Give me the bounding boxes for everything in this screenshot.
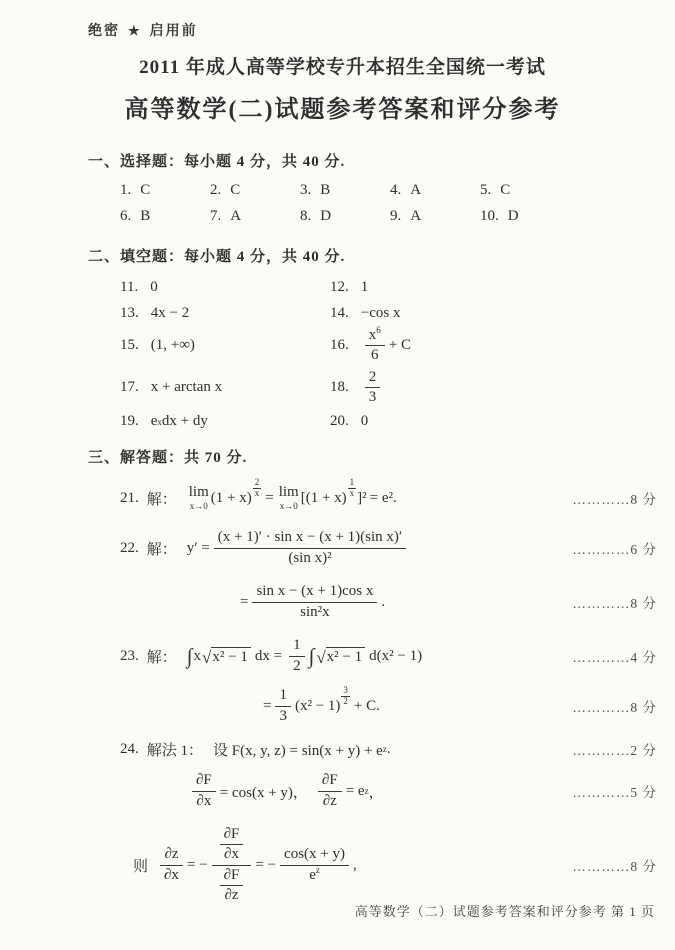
score-annotation: …………8 分 (572, 859, 657, 874)
blank-row-15-16 (120, 327, 657, 365)
score-annotation: …………4 分 (572, 650, 657, 665)
blank-row-17-18 (120, 369, 657, 407)
solve-label: 解： (146, 541, 177, 558)
score-annotation: …………6 分 (572, 542, 657, 557)
choice-answer-2 (210, 182, 300, 199)
score-annotation: …………5 分 (572, 785, 657, 800)
expression: 设 F(x, y, z) = sin(x + y) + e (213, 742, 383, 759)
fraction (275, 687, 291, 725)
exponent-fraction (341, 686, 350, 707)
problem-24-math-3 (133, 826, 572, 904)
blank-item-15 (120, 337, 330, 354)
fraction-numerator: ∂F (220, 867, 244, 886)
expression-tail: dx + dy (161, 413, 208, 429)
exponent-fraction (253, 478, 262, 499)
fraction-numerator: ∂F (318, 772, 342, 791)
radical-sign: √ (316, 647, 326, 667)
item-answer: (1, +∞) (150, 337, 195, 354)
fraction-numerator: ∂F (192, 772, 216, 791)
problem-23-line-2 (263, 683, 657, 729)
answer-letter: A (410, 182, 422, 198)
equals-minus: = − (255, 856, 277, 873)
integral-sign: ∫ (186, 643, 193, 668)
fraction-denominator: ∂x (164, 866, 179, 883)
fraction (289, 637, 305, 675)
answer-number: 8. (300, 208, 312, 224)
item-answer: −cos x (360, 305, 401, 321)
item-number: 18. (330, 378, 349, 395)
blank-item-17 (120, 379, 330, 396)
problem-24-math-2: $\frac{\partial F}{\partial x}$ = cos(x + y)， $\frac{\partial F}{\partial z}$ = e z ， (188, 772, 572, 810)
answer-letter: C (500, 182, 511, 198)
problem-number: 24. (120, 740, 139, 757)
problem-24-line-1 (120, 737, 657, 761)
problem-23-math-1 (120, 637, 572, 675)
fraction-numerator (212, 826, 252, 866)
exam-title: 2011 年成人高等学校专升本招生全国统一考试 (139, 57, 546, 78)
item-number: 13. (120, 305, 139, 321)
blank-item-20 (330, 413, 368, 430)
blank-row-19-20 (120, 413, 657, 430)
lhs: y′ = (186, 539, 210, 556)
score-annotation: …………8 分 (572, 492, 657, 507)
problem-22-math-1 (120, 529, 572, 567)
exp-den: x (349, 487, 355, 498)
choice-answer-3 (300, 182, 390, 199)
answer-number: 6. (120, 208, 132, 224)
exponent: 6 (376, 325, 381, 335)
expression: (x² − 1) (294, 697, 341, 714)
comma: ， (368, 784, 384, 801)
fraction (214, 529, 406, 567)
fraction-denominator: 3 (368, 388, 377, 405)
equals: = (240, 593, 249, 610)
problem-22-line-1 (120, 523, 657, 573)
problem-24-line-2 (188, 767, 657, 815)
item-answer: 4x − 2 (150, 305, 190, 321)
answer-number: 5. (480, 182, 492, 198)
section-blank-heading: 二、填空题：每小题 4 分，共 40 分. (88, 249, 346, 265)
fraction-denominator: 3 (279, 707, 287, 724)
blank-item-18 (330, 369, 384, 407)
radical-sign: √ (202, 647, 212, 667)
exp-num: 3 (343, 684, 348, 695)
answer-letter: C (230, 182, 241, 198)
item-answer: x + arctan x (150, 378, 223, 395)
choice-answer-10 (480, 208, 570, 225)
then-label: 则 (133, 858, 149, 875)
item-answer: 0 (360, 413, 369, 429)
blank-item-14 (330, 305, 400, 322)
exp-num: 1 (349, 476, 355, 487)
differential: d(x² − 1) (369, 647, 423, 664)
answer-letter: D (507, 208, 519, 224)
partial-fraction (220, 867, 244, 905)
paper-title: 高等数学(二)试题参考答案和评分参考 (124, 97, 561, 123)
blank-item-13 (120, 305, 330, 322)
expression-tail: + C. (353, 697, 380, 714)
item-number: 12. (330, 279, 349, 295)
fraction-numerator: ∂F (220, 826, 244, 845)
preuse-label: 启用前 (149, 24, 198, 39)
score-annotation: …………8 分 (572, 596, 657, 611)
e-base: e (309, 866, 316, 883)
lim-word: lim (278, 484, 299, 500)
problem-number: 22. (120, 539, 139, 556)
answer-number: 10. (480, 208, 499, 224)
blank-item-19 (120, 413, 330, 430)
square-root (316, 647, 365, 666)
item-answer: e x dx + dy (150, 413, 208, 429)
choice-answer-4 (390, 182, 480, 199)
partial-fraction (318, 772, 342, 810)
choice-answer-7 (210, 208, 300, 225)
answer-number: 9. (390, 208, 402, 224)
answer-number: 4. (390, 182, 402, 198)
problem-21-math (120, 476, 572, 511)
score-annotation: …………8 分 (572, 700, 657, 715)
problem-21-line (120, 477, 657, 519)
lim-subscript: x→0 (189, 501, 208, 511)
problem-number: 23. (120, 647, 139, 664)
expression-tail: + C (388, 337, 411, 354)
integral-sign: ∫ (308, 643, 315, 668)
choice-answers-row-2 (120, 208, 657, 225)
choice-answer-9 (390, 208, 480, 225)
period: . (386, 740, 391, 757)
bracket-close: ]² (357, 489, 367, 506)
result: = e². (369, 489, 397, 506)
comma: , (353, 856, 357, 873)
equals: = (265, 489, 274, 506)
item-number: 14. (330, 305, 349, 321)
expression: (1 + x) (210, 489, 252, 506)
partial-fraction (192, 772, 216, 810)
answer-number: 2. (210, 182, 222, 198)
equals-minus: = − (186, 856, 208, 873)
period: . (381, 593, 386, 610)
expression: = cos(x + y)， (219, 784, 308, 801)
partial-fraction (160, 846, 183, 884)
item-answer (361, 369, 385, 407)
e-base: e (150, 413, 158, 429)
blank-row-11-12 (120, 279, 657, 296)
fraction-denominator: (sin x)² (288, 549, 332, 566)
exp-num: 2 (254, 476, 260, 487)
fraction-denominator: 6 (371, 347, 379, 364)
item-number: 19. (120, 413, 139, 429)
expression: = e (345, 782, 365, 799)
item-number: 17. (120, 378, 139, 395)
square-root (202, 647, 251, 666)
item-number: 20. (330, 413, 349, 429)
blank-item-12 (330, 279, 368, 296)
answer-letter: B (320, 182, 331, 198)
item-number: 15. (120, 337, 139, 354)
choice-answer-6 (120, 208, 210, 225)
fraction (365, 327, 385, 365)
solve-label: 解： (146, 649, 177, 666)
partial-fraction (220, 826, 244, 864)
variable: x (193, 647, 202, 664)
fraction-numerator: 1 (289, 637, 305, 656)
solve-label: 解： (146, 491, 177, 508)
problem-24-math-1: 24. 解法 1： 设 F(x, y, z) = sin(x + y) + e z . (120, 740, 391, 759)
answer-letter: A (410, 208, 422, 224)
answer-letter: D (320, 208, 332, 224)
secrecy-label: 绝密 (88, 24, 120, 39)
score-annotation: …………2 分 (572, 743, 657, 758)
fraction-numerator (365, 327, 385, 346)
answer-number: 1. (120, 182, 132, 198)
answer-letter: B (140, 208, 151, 224)
star-icon: ★ (128, 23, 142, 38)
answer-number: 3. (300, 182, 312, 198)
exp-den: x (254, 487, 260, 498)
problem-23-line-1 (120, 633, 657, 679)
problem-22-math-2 (240, 583, 572, 621)
fraction-denominator: ∂x (196, 792, 212, 809)
radicand: x² − 1 (326, 647, 365, 666)
exponent: z (315, 864, 320, 875)
answer-letter: C (140, 182, 151, 198)
nested-fraction (212, 826, 252, 904)
fraction-numerator: (x + 1)′ · sin x − (x + 1)(sin x)′ (214, 529, 406, 548)
choice-answer-8 (300, 208, 390, 225)
item-number: 16. (330, 337, 349, 354)
problem-23-math-2 (263, 684, 572, 725)
problem-24-line-3 (133, 823, 657, 907)
choice-answer-1 (120, 182, 210, 199)
choice-answer-5 (480, 182, 570, 199)
item-answer (361, 327, 411, 365)
limit-operator (279, 485, 299, 511)
fraction (252, 583, 377, 621)
page-footer: 高等数学（二）试题参考答案和评分参考 第 1 页 (354, 904, 655, 919)
exp-den: 2 (343, 695, 348, 706)
fraction-numerator: 2 (365, 369, 381, 388)
limit-operator (189, 485, 209, 511)
item-number: 11. (120, 279, 139, 295)
fraction-numerator: ∂z (160, 846, 183, 865)
blank-item-16 (330, 327, 411, 365)
fraction-numerator: 1 (275, 687, 291, 706)
variable: x (368, 327, 377, 343)
section-choice-heading: 一、选择题：每小题 4 分，共 40 分. (88, 154, 346, 170)
fraction-numerator: sin x − (x + 1)cos x (252, 583, 377, 602)
fraction (365, 369, 381, 407)
choice-answers-row-1 (120, 182, 657, 199)
problem-22-line-2 (240, 577, 657, 627)
secrecy-line (88, 20, 657, 40)
fraction-numerator: cos(x + y) (280, 846, 349, 865)
exponent-fraction (348, 478, 357, 499)
expression: [(1 + x) (300, 489, 347, 506)
fraction (280, 846, 349, 884)
differential: dx = (254, 647, 283, 664)
fraction-denominator: 2 (293, 657, 301, 674)
solve-label: 解法 1： (146, 742, 204, 759)
blank-row-13-14 (120, 305, 657, 322)
blank-item-11 (120, 279, 330, 296)
fraction-denominator: sin²x (300, 603, 330, 620)
item-answer: 0 (150, 279, 158, 295)
radicand: x² − 1 (211, 647, 250, 666)
answer-letter: A (230, 208, 242, 224)
fraction-denominator (212, 866, 252, 905)
problem-number: 21. (120, 489, 139, 506)
answer-number: 7. (210, 208, 222, 224)
lim-subscript: x→0 (279, 501, 298, 511)
equals: = (263, 697, 272, 714)
fraction-denominator: ∂z (322, 792, 337, 809)
fraction-denominator: ∂x (224, 846, 239, 863)
item-answer: 1 (360, 279, 369, 295)
lim-word: lim (188, 484, 209, 500)
fraction-denominator: ∂z (224, 886, 239, 903)
section-solve-heading: 三、解答题：共 70 分. (88, 450, 248, 466)
fraction-denominator (280, 866, 349, 884)
